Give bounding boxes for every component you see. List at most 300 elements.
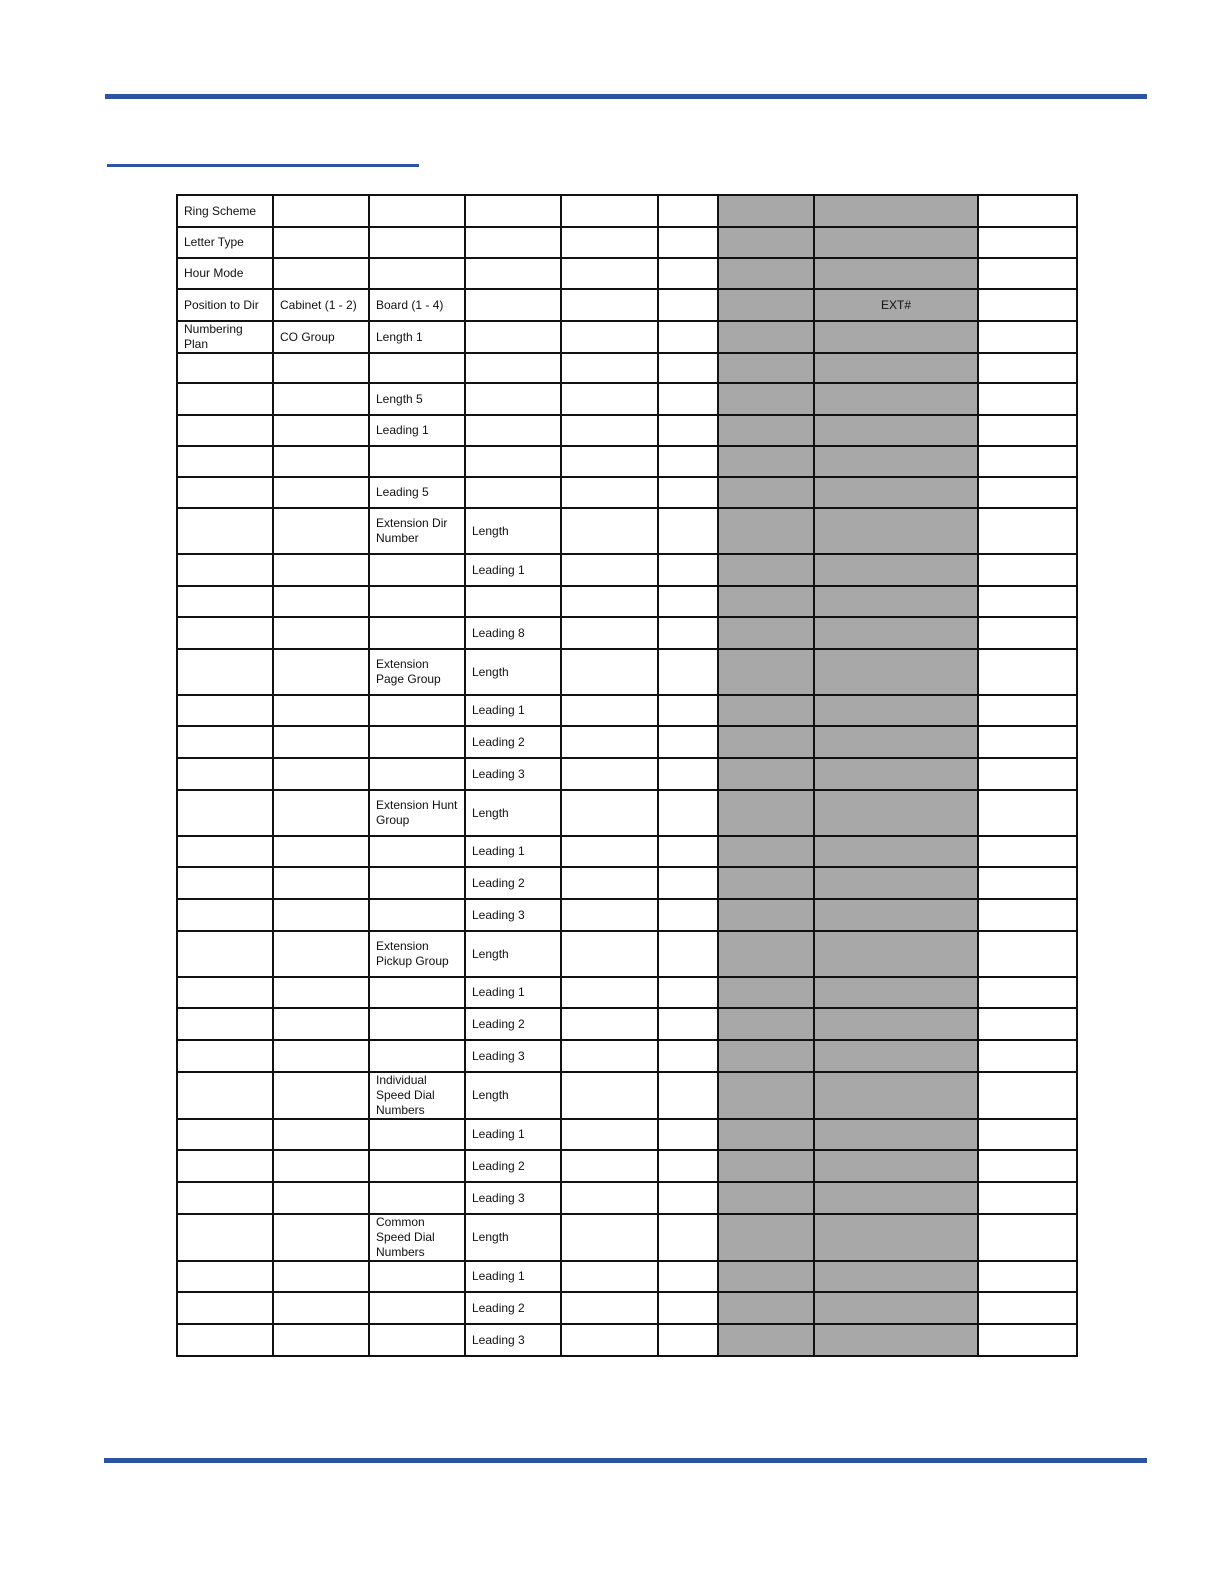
blank-cell bbox=[561, 617, 658, 649]
blank-cell bbox=[978, 836, 1077, 867]
blank-cell bbox=[658, 446, 718, 477]
shaded-cell bbox=[814, 353, 978, 383]
form-cell-col3 bbox=[369, 195, 465, 227]
form-cell-col2: CO Group bbox=[273, 321, 369, 353]
blank-cell bbox=[978, 617, 1077, 649]
form-cell-col3 bbox=[369, 617, 465, 649]
form-row bbox=[177, 1040, 1077, 1072]
form-cell-col3: Length 1 bbox=[369, 321, 465, 353]
form-cell-col2 bbox=[273, 1182, 369, 1214]
blank-cell bbox=[561, 258, 658, 289]
form-cell-col4 bbox=[465, 586, 561, 617]
form-cell-col3 bbox=[369, 977, 465, 1008]
blank-cell bbox=[978, 195, 1077, 227]
form-cell-col1 bbox=[177, 1214, 273, 1261]
shaded-cell bbox=[718, 195, 814, 227]
shaded-cell bbox=[814, 1040, 978, 1072]
form-cell-col3: Board (1 - 4) bbox=[369, 289, 465, 321]
form-cell-col1 bbox=[177, 508, 273, 554]
form-cell-col4: Leading 1 bbox=[465, 695, 561, 726]
blank-cell bbox=[978, 1040, 1077, 1072]
blank-cell bbox=[561, 227, 658, 258]
form-cell-col3: Common Speed Dial Numbers bbox=[369, 1214, 465, 1261]
form-cell-col4: Length bbox=[465, 1214, 561, 1261]
blank-cell bbox=[658, 790, 718, 836]
form-cell-col1 bbox=[177, 1182, 273, 1214]
blank-cell bbox=[658, 977, 718, 1008]
shaded-cell bbox=[814, 726, 978, 758]
form-cell-col1: Hour Mode bbox=[177, 258, 273, 289]
form-cell-col4: Leading 3 bbox=[465, 1324, 561, 1356]
blank-cell bbox=[978, 554, 1077, 586]
form-cell-col2 bbox=[273, 586, 369, 617]
form-row bbox=[177, 1008, 1077, 1040]
shaded-cell bbox=[718, 383, 814, 415]
blank-cell bbox=[658, 649, 718, 695]
blank-cell bbox=[658, 477, 718, 508]
form-row bbox=[177, 554, 1077, 586]
form-cell-col4: Leading 3 bbox=[465, 1182, 561, 1214]
form-cell-col1 bbox=[177, 899, 273, 931]
shaded-cell bbox=[814, 195, 978, 227]
blank-cell bbox=[561, 1040, 658, 1072]
form-cell-col2 bbox=[273, 1261, 369, 1292]
form-cell-col3 bbox=[369, 1008, 465, 1040]
blank-cell bbox=[561, 649, 658, 695]
form-cell-col4: Length bbox=[465, 931, 561, 977]
blank-cell bbox=[978, 1182, 1077, 1214]
blank-cell bbox=[561, 899, 658, 931]
form-row bbox=[177, 695, 1077, 726]
shaded-cell bbox=[718, 289, 814, 321]
blank-cell bbox=[978, 1008, 1077, 1040]
form-cell-col3 bbox=[369, 726, 465, 758]
form-cell-col3 bbox=[369, 867, 465, 899]
blank-cell bbox=[978, 258, 1077, 289]
form-row bbox=[177, 649, 1077, 695]
form-row bbox=[177, 836, 1077, 867]
form-cell-col2 bbox=[273, 695, 369, 726]
form-cell-col3 bbox=[369, 258, 465, 289]
blank-cell bbox=[978, 446, 1077, 477]
blank-cell bbox=[658, 1182, 718, 1214]
form-cell-col4 bbox=[465, 415, 561, 446]
form-cell-col4 bbox=[465, 477, 561, 508]
blank-cell bbox=[978, 227, 1077, 258]
shaded-cell bbox=[814, 258, 978, 289]
blank-cell bbox=[978, 977, 1077, 1008]
shaded-cell bbox=[718, 227, 814, 258]
form-cell-col3 bbox=[369, 586, 465, 617]
form-cell-col3 bbox=[369, 1292, 465, 1324]
form-row bbox=[177, 446, 1077, 477]
blank-cell bbox=[658, 931, 718, 977]
shaded-cell bbox=[718, 554, 814, 586]
form-cell-col3 bbox=[369, 695, 465, 726]
blank-cell bbox=[658, 227, 718, 258]
shaded-cell bbox=[814, 1324, 978, 1356]
form-cell-col1 bbox=[177, 790, 273, 836]
shaded-cell bbox=[814, 383, 978, 415]
shaded-cell bbox=[718, 758, 814, 790]
blank-cell bbox=[561, 383, 658, 415]
blank-cell bbox=[658, 836, 718, 867]
form-cell-col4: Length bbox=[465, 508, 561, 554]
shaded-cell bbox=[814, 227, 978, 258]
blank-cell bbox=[561, 758, 658, 790]
shaded-cell bbox=[814, 758, 978, 790]
blank-cell bbox=[978, 931, 1077, 977]
form-row bbox=[177, 227, 1077, 258]
shaded-cell bbox=[814, 1119, 978, 1150]
bottom-rule bbox=[104, 1458, 1147, 1463]
form-row bbox=[177, 758, 1077, 790]
form-cell-col3: Extension Page Group bbox=[369, 649, 465, 695]
form-cell-col2 bbox=[273, 867, 369, 899]
blank-cell bbox=[978, 586, 1077, 617]
blank-cell bbox=[978, 477, 1077, 508]
shaded-cell bbox=[718, 617, 814, 649]
blank-cell bbox=[978, 758, 1077, 790]
form-cell-col2 bbox=[273, 383, 369, 415]
shaded-cell bbox=[718, 321, 814, 353]
form-row bbox=[177, 1261, 1077, 1292]
form-cell-col3 bbox=[369, 554, 465, 586]
form-cell-col1 bbox=[177, 383, 273, 415]
shaded-cell bbox=[718, 446, 814, 477]
form-cell-col1: Letter Type bbox=[177, 227, 273, 258]
blank-cell bbox=[978, 1324, 1077, 1356]
form-cell-col2 bbox=[273, 508, 369, 554]
form-cell-col4 bbox=[465, 289, 561, 321]
form-cell-col1 bbox=[177, 695, 273, 726]
blank-cell bbox=[658, 1261, 718, 1292]
blank-cell bbox=[561, 415, 658, 446]
shaded-cell bbox=[814, 836, 978, 867]
shaded-cell bbox=[718, 508, 814, 554]
shaded-cell bbox=[718, 649, 814, 695]
form-cell-col3 bbox=[369, 836, 465, 867]
shaded-cell bbox=[718, 1119, 814, 1150]
form-cell-col1 bbox=[177, 836, 273, 867]
shaded-cell bbox=[814, 931, 978, 977]
blank-cell bbox=[978, 1150, 1077, 1182]
form-cell-col1 bbox=[177, 977, 273, 1008]
form-cell-col3: Extension Pickup Group bbox=[369, 931, 465, 977]
blank-cell bbox=[561, 446, 658, 477]
blank-cell bbox=[658, 695, 718, 726]
form-cell-col3: Length 5 bbox=[369, 383, 465, 415]
form-cell-col3 bbox=[369, 1324, 465, 1356]
form-row bbox=[177, 258, 1077, 289]
form-cell-col4: Leading 2 bbox=[465, 1292, 561, 1324]
blank-cell bbox=[658, 1040, 718, 1072]
shaded-cell bbox=[718, 836, 814, 867]
form-cell-col4 bbox=[465, 195, 561, 227]
blank-cell bbox=[658, 1292, 718, 1324]
shaded-cell bbox=[814, 867, 978, 899]
form-cell-col2 bbox=[273, 477, 369, 508]
form-cell-col1 bbox=[177, 415, 273, 446]
form-row bbox=[177, 508, 1077, 554]
blank-cell bbox=[561, 1182, 658, 1214]
shaded-cell bbox=[814, 415, 978, 446]
blank-cell bbox=[658, 758, 718, 790]
form-cell-col3 bbox=[369, 1040, 465, 1072]
blank-cell bbox=[658, 617, 718, 649]
shaded-cell bbox=[718, 1292, 814, 1324]
shaded-cell bbox=[814, 617, 978, 649]
form-cell-col1 bbox=[177, 353, 273, 383]
shaded-cell bbox=[814, 977, 978, 1008]
form-row bbox=[177, 899, 1077, 931]
shaded-cell bbox=[814, 446, 978, 477]
blank-cell bbox=[561, 586, 658, 617]
form-row bbox=[177, 617, 1077, 649]
form-cell-col2 bbox=[273, 758, 369, 790]
form-cell-col4: Leading 1 bbox=[465, 977, 561, 1008]
form-cell-col3: Individual Speed Dial Numbers bbox=[369, 1072, 465, 1119]
form-cell-col1: Ring Scheme bbox=[177, 195, 273, 227]
form-row bbox=[177, 1324, 1077, 1356]
form-cell-col1 bbox=[177, 477, 273, 508]
blank-cell bbox=[658, 554, 718, 586]
blank-cell bbox=[978, 726, 1077, 758]
form-cell-col2 bbox=[273, 836, 369, 867]
blank-cell bbox=[978, 1214, 1077, 1261]
blank-cell bbox=[978, 649, 1077, 695]
form-row bbox=[177, 415, 1077, 446]
form-cell-col4: Leading 2 bbox=[465, 1150, 561, 1182]
form-cell-col4: Leading 1 bbox=[465, 554, 561, 586]
form-cell-col3 bbox=[369, 758, 465, 790]
blank-cell bbox=[978, 321, 1077, 353]
form-cell-col2 bbox=[273, 726, 369, 758]
form-cell-col4 bbox=[465, 446, 561, 477]
shaded-cell bbox=[814, 1292, 978, 1324]
blank-cell bbox=[561, 289, 658, 321]
shaded-cell bbox=[718, 1324, 814, 1356]
blank-cell bbox=[561, 195, 658, 227]
form-cell-col4 bbox=[465, 258, 561, 289]
shaded-cell bbox=[718, 695, 814, 726]
form-cell-col4 bbox=[465, 383, 561, 415]
form-cell-col2 bbox=[273, 790, 369, 836]
shaded-cell bbox=[718, 1182, 814, 1214]
form-cell-col4 bbox=[465, 353, 561, 383]
shaded-cell bbox=[814, 1150, 978, 1182]
form-cell-col2 bbox=[273, 899, 369, 931]
form-cell-col1 bbox=[177, 1150, 273, 1182]
form-cell-col1 bbox=[177, 1072, 273, 1119]
form-cell-col1 bbox=[177, 1008, 273, 1040]
blank-cell bbox=[658, 289, 718, 321]
shaded-cell bbox=[718, 1040, 814, 1072]
form-cell-col1 bbox=[177, 586, 273, 617]
blank-cell bbox=[658, 899, 718, 931]
form-cell-col3: Extension Dir Number bbox=[369, 508, 465, 554]
form-cell-col2 bbox=[273, 1008, 369, 1040]
form-row bbox=[177, 1150, 1077, 1182]
form-row bbox=[177, 586, 1077, 617]
shaded-cell bbox=[814, 1214, 978, 1261]
blank-cell bbox=[978, 1072, 1077, 1119]
form-cell-col4: Leading 3 bbox=[465, 899, 561, 931]
blank-cell bbox=[561, 477, 658, 508]
shaded-cell bbox=[718, 586, 814, 617]
shaded-cell bbox=[718, 790, 814, 836]
shaded-cell bbox=[718, 1261, 814, 1292]
configuration-form-table bbox=[176, 194, 1078, 1357]
blank-cell bbox=[658, 353, 718, 383]
shaded-cell bbox=[814, 1072, 978, 1119]
ext-number-header: EXT# bbox=[814, 289, 978, 321]
form-cell-col1 bbox=[177, 446, 273, 477]
form-cell-col1 bbox=[177, 726, 273, 758]
form-cell-col3: Leading 1 bbox=[369, 415, 465, 446]
form-cell-col4: Leading 3 bbox=[465, 1040, 561, 1072]
shaded-cell bbox=[718, 899, 814, 931]
form-cell-col3 bbox=[369, 446, 465, 477]
shaded-cell bbox=[814, 554, 978, 586]
form-cell-col1 bbox=[177, 1292, 273, 1324]
form-cell-col1 bbox=[177, 649, 273, 695]
blank-cell bbox=[561, 867, 658, 899]
shaded-cell bbox=[718, 726, 814, 758]
form-cell-col2 bbox=[273, 977, 369, 1008]
blank-cell bbox=[978, 415, 1077, 446]
form-cell-col1 bbox=[177, 1119, 273, 1150]
form-cell-col2 bbox=[273, 195, 369, 227]
blank-cell bbox=[978, 1261, 1077, 1292]
blank-cell bbox=[658, 1214, 718, 1261]
blank-cell bbox=[561, 977, 658, 1008]
form-cell-col3 bbox=[369, 1119, 465, 1150]
blank-cell bbox=[561, 836, 658, 867]
form-row bbox=[177, 790, 1077, 836]
blank-cell bbox=[658, 195, 718, 227]
blank-cell bbox=[978, 353, 1077, 383]
blank-cell bbox=[658, 321, 718, 353]
form-cell-col2 bbox=[273, 1119, 369, 1150]
form-cell-col4: Length bbox=[465, 1072, 561, 1119]
blank-cell bbox=[561, 1008, 658, 1040]
form-cell-col2 bbox=[273, 446, 369, 477]
blank-cell bbox=[561, 353, 658, 383]
form-cell-col2 bbox=[273, 1214, 369, 1261]
form-cell-col2 bbox=[273, 353, 369, 383]
blank-cell bbox=[561, 1119, 658, 1150]
form-cell-col4 bbox=[465, 227, 561, 258]
form-cell-col2: Cabinet (1 - 2) bbox=[273, 289, 369, 321]
form-cell-col4: Leading 2 bbox=[465, 1008, 561, 1040]
section-underline bbox=[107, 164, 419, 167]
blank-cell bbox=[978, 383, 1077, 415]
form-cell-col3 bbox=[369, 227, 465, 258]
blank-cell bbox=[658, 258, 718, 289]
form-cell-col2 bbox=[273, 258, 369, 289]
form-row bbox=[177, 321, 1077, 353]
blank-cell bbox=[658, 586, 718, 617]
blank-cell bbox=[561, 1072, 658, 1119]
form-cell-col3 bbox=[369, 1182, 465, 1214]
blank-cell bbox=[561, 508, 658, 554]
form-row bbox=[177, 1214, 1077, 1261]
blank-cell bbox=[561, 1214, 658, 1261]
shaded-cell bbox=[718, 931, 814, 977]
form-cell-col4: Length bbox=[465, 790, 561, 836]
form-cell-col1 bbox=[177, 1040, 273, 1072]
top-rule bbox=[105, 94, 1147, 99]
shaded-cell bbox=[814, 508, 978, 554]
blank-cell bbox=[561, 695, 658, 726]
blank-cell bbox=[561, 1292, 658, 1324]
blank-cell bbox=[978, 790, 1077, 836]
form-cell-col4 bbox=[465, 321, 561, 353]
form-cell-col3 bbox=[369, 1150, 465, 1182]
shaded-cell bbox=[718, 1072, 814, 1119]
form-row bbox=[177, 477, 1077, 508]
form-cell-col2 bbox=[273, 1072, 369, 1119]
shaded-cell bbox=[814, 1008, 978, 1040]
blank-cell bbox=[978, 695, 1077, 726]
form-cell-col1: Position to Dir bbox=[177, 289, 273, 321]
form-cell-col3: Extension Hunt Group bbox=[369, 790, 465, 836]
form-cell-col1 bbox=[177, 1324, 273, 1356]
shaded-cell bbox=[718, 1008, 814, 1040]
form-row bbox=[177, 1292, 1077, 1324]
shaded-cell bbox=[814, 1261, 978, 1292]
blank-cell bbox=[658, 867, 718, 899]
shaded-cell bbox=[718, 1214, 814, 1261]
shaded-cell bbox=[814, 477, 978, 508]
blank-cell bbox=[561, 1150, 658, 1182]
blank-cell bbox=[561, 1324, 658, 1356]
shaded-cell bbox=[814, 695, 978, 726]
blank-cell bbox=[978, 508, 1077, 554]
form-cell-col2 bbox=[273, 617, 369, 649]
blank-cell bbox=[978, 1119, 1077, 1150]
blank-cell bbox=[658, 726, 718, 758]
form-cell-col2 bbox=[273, 1040, 369, 1072]
form-cell-col2 bbox=[273, 1292, 369, 1324]
form-row bbox=[177, 1119, 1077, 1150]
form-cell-col1 bbox=[177, 554, 273, 586]
blank-cell bbox=[978, 289, 1077, 321]
form-cell-col2 bbox=[273, 931, 369, 977]
form-cell-col1: Numbering Plan bbox=[177, 321, 273, 353]
form-row bbox=[177, 353, 1077, 383]
blank-cell bbox=[658, 508, 718, 554]
blank-cell bbox=[561, 554, 658, 586]
form-cell-col1 bbox=[177, 758, 273, 790]
shaded-cell bbox=[814, 321, 978, 353]
form-cell-col1 bbox=[177, 867, 273, 899]
form-cell-col4: Leading 2 bbox=[465, 867, 561, 899]
blank-cell bbox=[658, 1324, 718, 1356]
blank-cell bbox=[658, 1150, 718, 1182]
shaded-cell bbox=[814, 1182, 978, 1214]
shaded-cell bbox=[814, 586, 978, 617]
shaded-cell bbox=[814, 790, 978, 836]
shaded-cell bbox=[718, 867, 814, 899]
shaded-cell bbox=[718, 477, 814, 508]
blank-cell bbox=[658, 415, 718, 446]
blank-cell bbox=[561, 726, 658, 758]
form-cell-col4: Leading 1 bbox=[465, 1119, 561, 1150]
form-row bbox=[177, 867, 1077, 899]
form-row bbox=[177, 1182, 1077, 1214]
